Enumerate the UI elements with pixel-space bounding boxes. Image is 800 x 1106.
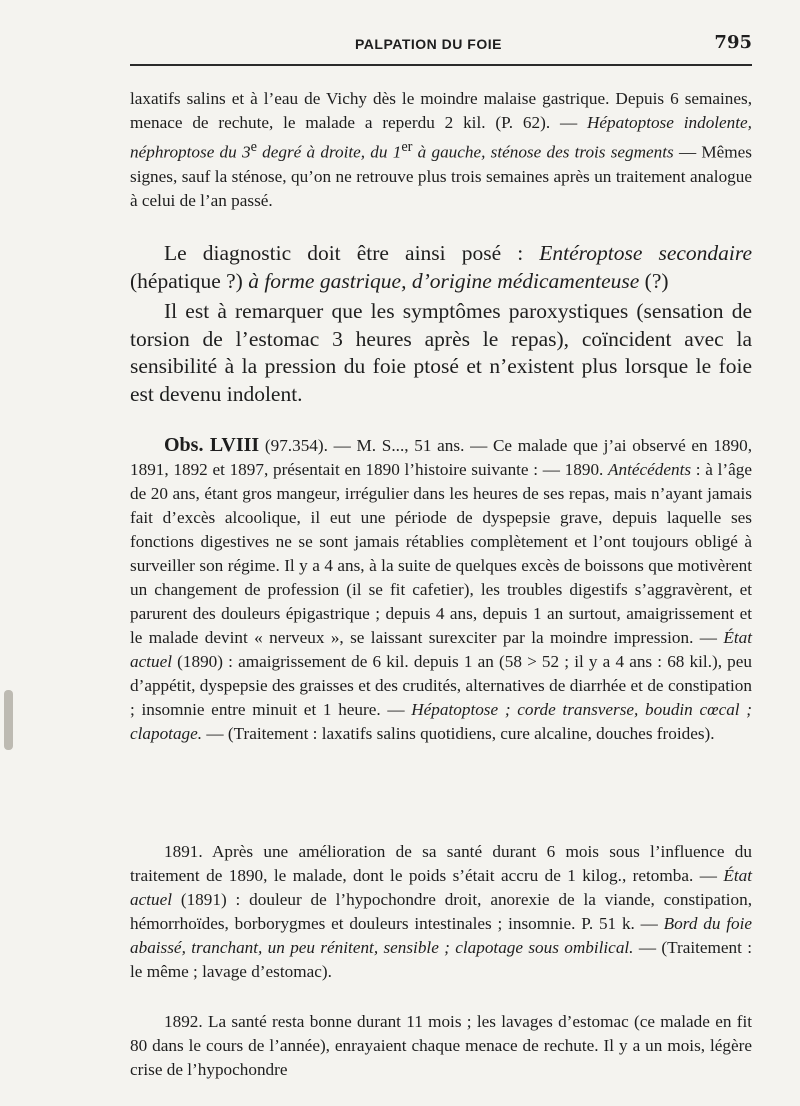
running-title: PALPATION DU FOIE <box>355 36 502 52</box>
page-number: 795 <box>714 32 752 53</box>
paragraph-remark: Il est à remarquer que les symptômes paroxystiques (sensation de torsion de l’estomac 3 heures après le repas), coïncident avec la sensibilité à la pression du foie ptosé et n’existent plus lorsque le foie est devenu indolent. <box>130 299 752 406</box>
observation-label: Obs. LVIII <box>164 434 260 456</box>
paragraph-diagnosis: Le diagnostic doit être ainsi posé : Entéroptose secondaire (hépatique ?) à forme gastrique, d’origine médicamenteuse (?) <box>130 241 753 293</box>
paragraph-1891: 1891. Après une amélioration de sa santé durant 6 mois sous l’influence du traitement de 1890, le malade, dont le poids s’était accru de 1 kilog., retomba. — État actuel (1891) : douleur de l’hypochondre droit, anorexie de la viande, constipation, hémorrhoïdes, borborygmes et douleurs intestinales ; insomnie. P. 51 k. — Bord du foie abaissé, tranchant, un peu rénitent, sensible ; clapotage sous ombilical. — (Traitement : le même ; lavage d’estomac). <box>130 842 752 981</box>
paragraph-observation-lviii: Obs. LVIII (97.354). — M. S..., 51 ans. — Ce malade que j’ai observé en 1890, 1891, 1892 et 1897, présentait en 1890 l’histoire suivante : — 1890. Antécédents : à l’âge de 20 ans, étant gros mangeur, irrégulier dans les heures de ses repas, mais n’ayant jamais fait d’excès alcoolique, il eut une période de dyspepsie grave, depuis laquelle ses fonctions digestives ne se sont jamais rétablies complètement et l’ont toujours obligé à surveiller son régime. Il y a 4 ans, à la suite de quelques excès de boissons que motivèrent un changement de profession (il se fit cafetier), les troubles digestifs s’aggravèrent, et parurent des douleurs épigastrique ; depuis 4 ans, depuis 1 an surtout, amaigrissement et le malade devint « nerveux », se laissant surexciter par la moindre impression. — État actuel (1890) : amaigrissement de 6 kil. depuis 1 an (58 > 52 ; il y a 4 ans : 68 kil.), peu d’appétit, dyspepsie des graisses et des crudités, alternatives de diarrhée et de constipation ; insomnie entre minuit et 1 heure. — Hépatoptose ; corde transverse, boudin cœcal ; clapotage. — (Traitement : laxatifs salins quotidiens, cure alcaline, douches froides). <box>130 434 753 743</box>
paragraph-1892: 1892. La santé resta bonne durant 11 mois ; les lavages d’estomac (ce malade en fit 80 dans le cours de l’année), enrayaient chaque menace de rechute. Il y a un mois, légère crise de l’hypochondre <box>130 1012 752 1079</box>
paragraph-continuation: laxatifs salins et à l’eau de Vichy dès le moindre malaise gastrique. Depuis 6 semaines, menace de rechute, le malade a reperdu 2 kil. (P. 62). — Hépatoptose indolente, néphroptose du 3e degré à droite, du 1er à gauche, sténose des trois segments — Mêmes signes, sauf la sténose, qu’on ne retrouve plus trois semaines après un traitement analogue à celui de l’an passé. <box>130 89 752 210</box>
page-edge-mark <box>4 690 13 750</box>
page-header <box>130 30 752 66</box>
